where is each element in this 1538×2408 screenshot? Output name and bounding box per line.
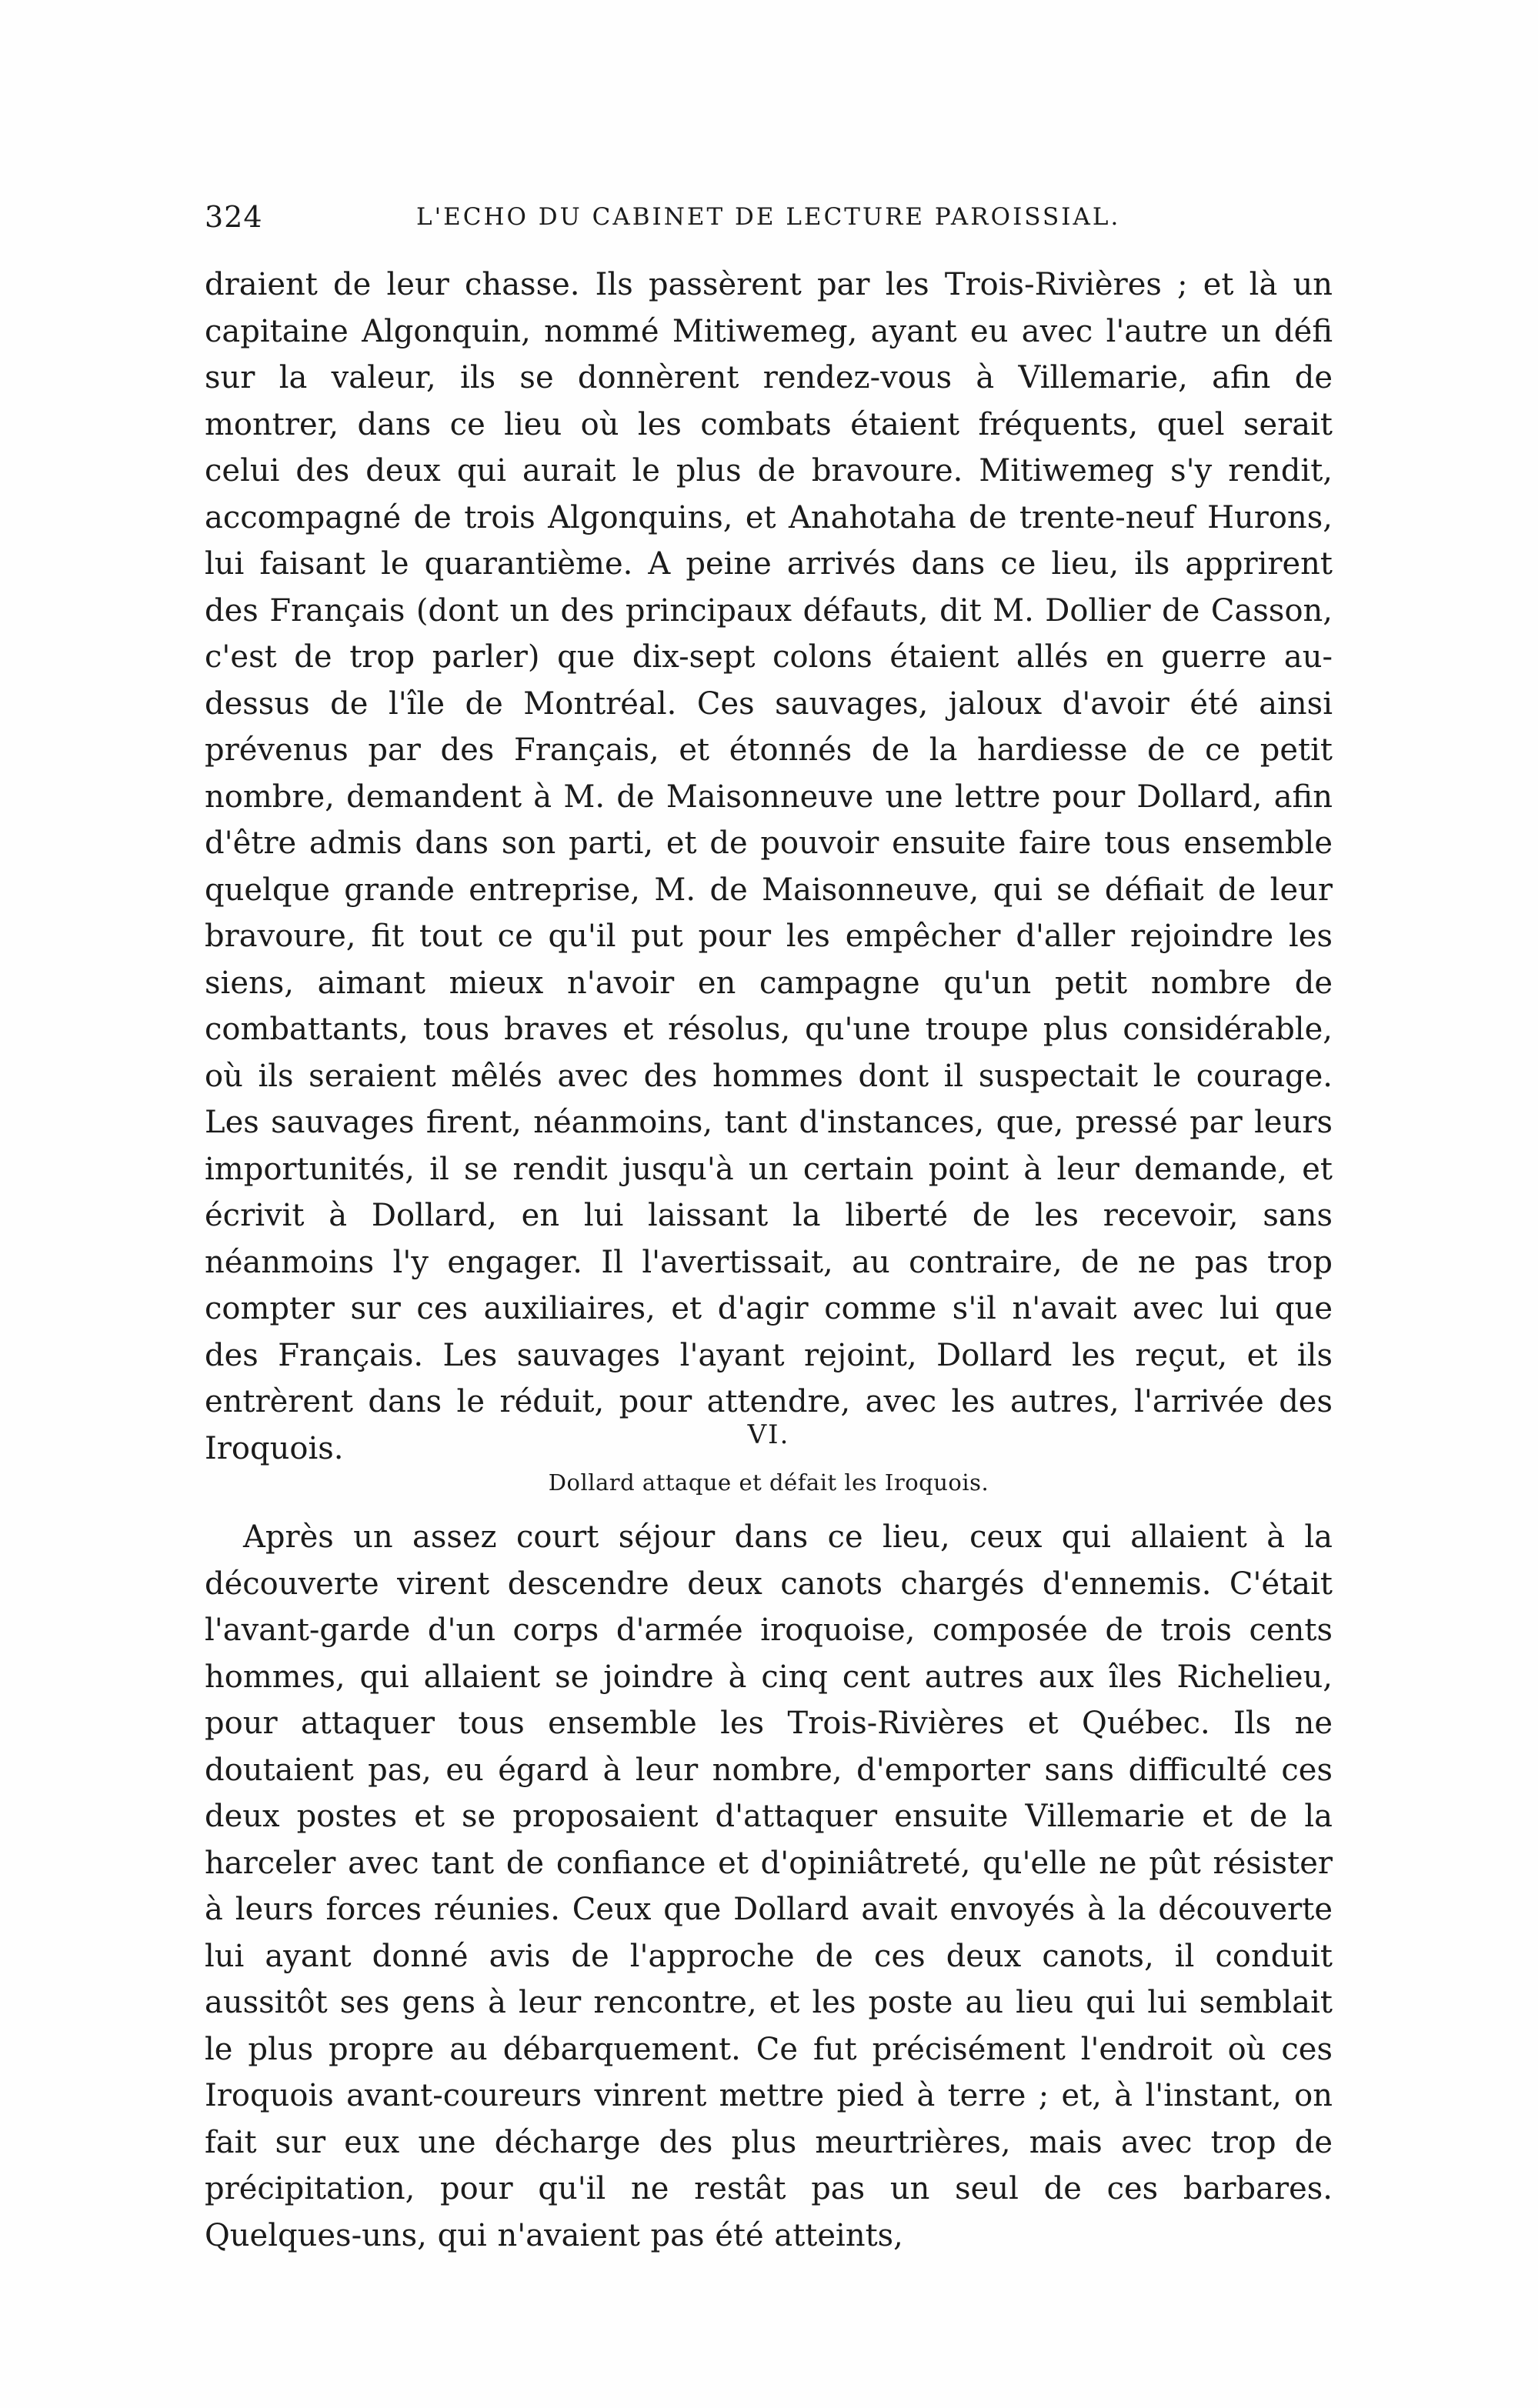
section-heading: Dollard attaque et défait les Iroquois. — [548, 1469, 989, 1496]
running-head — [205, 200, 1333, 246]
page-number: 324 — [205, 200, 263, 234]
body-paragraph: Après un assez court séjour dans ce lieu, ceux qui allaient à la découverte virent descendre deux canots chargés d'ennemis. C'était l'avant-garde d'un corps d'armée iroquoise, composée de trois cents hommes, qui allaient se joindre à cinq cent autres aux îles Richelieu, pour attaquer tous ensemble les Trois-Rivières et Québec. Ils ne doutaient pas, eu égard à leur nombre, d'emporter sans difficulté ces deux postes et se proposaient d'attaquer ensuite Villemarie et de la harceler avec tant de confiance et d'opiniâtreté, qu'elle ne pût résister à leurs forces réunies. Ceux que Dollard avait envoyés à la découverte lui ayant donné avis de l'approche de ces deux canots, il conduit aussitôt ses gens à leur rencontre, et les poste au lieu qui lui semblait le plus propre au débarquement. Ce fut précisément l'endroit où ces Iroquois avant-coureurs vinrent mettre pied à terre ; et, à l'instant, on fait sur eux une décharge des plus meurtrières, mais avec trop de précipitation, pour qu'il ne restât pas un seul de ces barbares. Quelques-uns, qui n'avaient pas été atteints, — [205, 1519, 1333, 2253]
section-number: VI. — [747, 1419, 790, 1450]
running-title: L'ECHO DU CABINET DE LECTURE PAROISSIAL. — [416, 203, 1121, 231]
body-paragraph: draient de leur chasse. Ils passèrent par les Trois-Rivières ; et là un capitaine Algonquin, nommé Mitiwemeg, ayant eu avec l'autre un défi sur la valeur, ils se donnèrent rendez-vous à Villemarie, afin de montrer, dans ce lieu où les combats étaient fréquents, quel serait celui des deux qui aurait le plus de bravoure. Mitiwemeg s'y rendit, accompagné de trois Algonquins, et Anahotaha de trente-neuf Hurons, lui faisant le quarantième. A peine arrivés dans ce lieu, ils apprirent des Français (dont un des principaux défauts, dit M. Dollier de Casson, c'est de trop parler) que dix-sept colons étaient allés en guerre au-dessus de l'île de Montréal. Ces sauvages, jaloux d'avoir été ainsi prévenus par des Français, et étonnés de la hardiesse de ce petit nombre, demandent à M. de Maisonneuve une lettre pour Dollard, afin d'être admis dans son parti, et de pouvoir ensuite faire tous ensemble quelque grande entreprise, M. de Maisonneuve, qui se défiait de leur bravoure, fit tout ce qu'il put pour les empêcher d'aller rejoindre les siens, aimant mieux n'avoir en campagne qu'un petit nombre de combattants, tous braves et résolus, qu'une troupe plus considérable, où ils seraient mêlés avec des hommes dont il suspectait le courage. Les sauvages firent, néanmoins, tant d'instances, que, pressé par leurs importunités, il se rendit jusqu'à un certain point à leur demande, et écrivit à Dollard, en lui laissant la liberté de les recevoir, sans néanmoins l'y engager. Il l'avertissait, au contraire, de ne pas trop compter sur ces auxiliaires, et d'agir comme s'il n'avait avec lui que des Français. Les sauvages l'ayant rejoint, Dollard les reçut, et ils entrèrent dans le réduit, pour attendre, avec les autres, l'arrivée des Iroquois. — [205, 267, 1333, 1466]
